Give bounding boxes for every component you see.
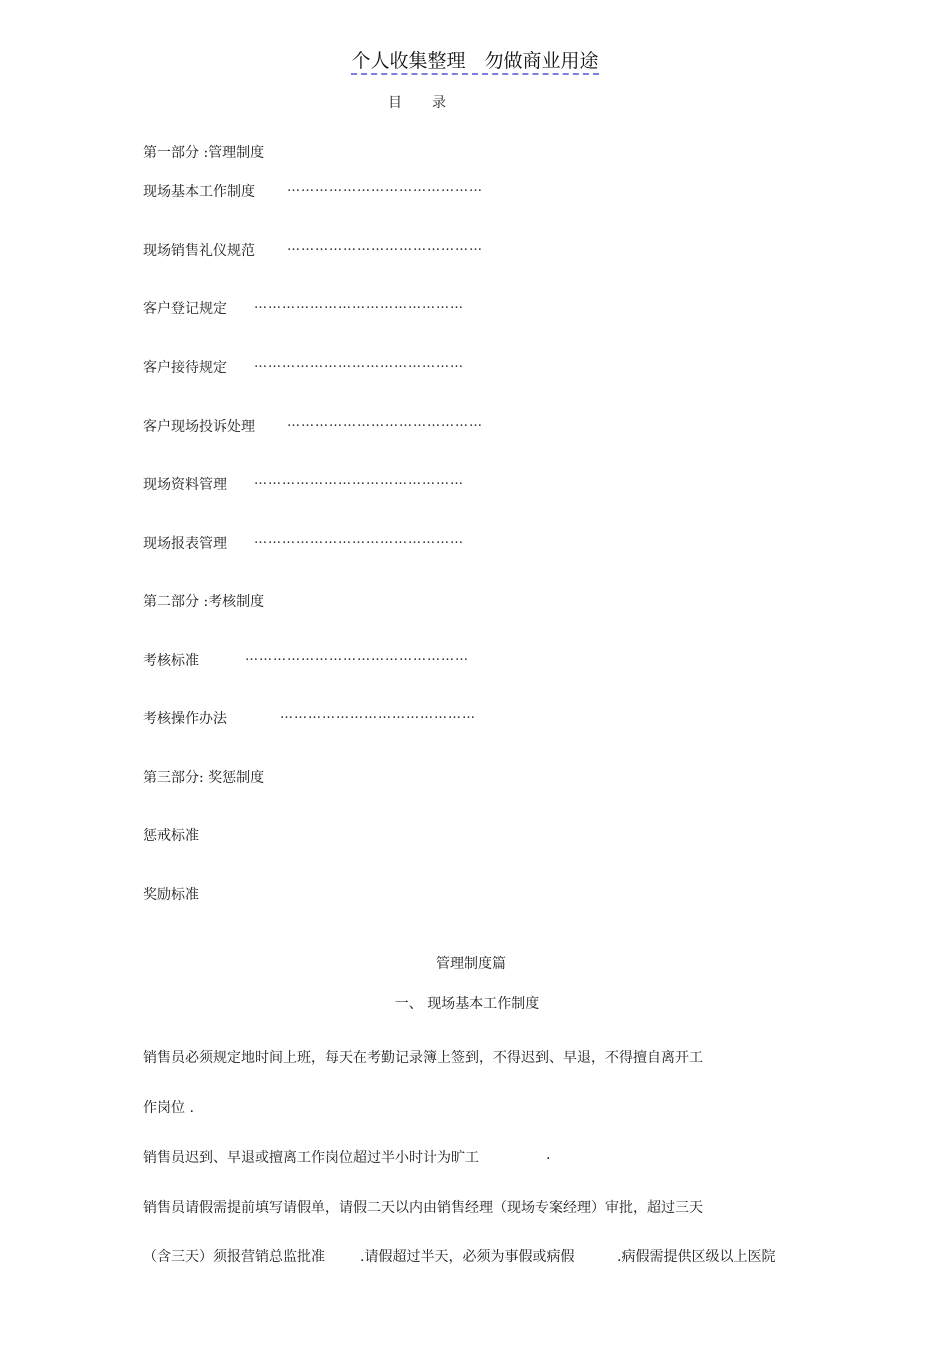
- toc-item[interactable]: [143, 708, 227, 728]
- body-paragraph: 销售员请假需提前填写请假单，请假二天以内由销售经理（现场专案经理）审批，超过三天: [143, 1200, 703, 1216]
- body-paragraph-fragment: .病假需提供区级以上医院: [617, 1249, 776, 1265]
- toc-leader-dots: ……………………………………: [280, 707, 476, 722]
- toc-item-label: 现场报表管理: [143, 536, 227, 552]
- toc-item-label: 惩戒标准: [143, 828, 199, 844]
- body-paragraph: 销售员必须规定地时间上班，每天在考勤记录簿上签到，不得迟到、早退，不得擅自离开工: [143, 1050, 703, 1066]
- toc-leader-dots: ……………………………………: [287, 415, 483, 430]
- body-paragraph-fragment: .: [546, 1147, 551, 1163]
- toc-item-label: 考核操作办法: [143, 711, 227, 727]
- toc-item-label: 客户现场投诉处理: [143, 419, 255, 435]
- toc-item-label: 考核标准: [143, 653, 199, 669]
- toc-item[interactable]: [143, 825, 199, 845]
- document-header: [0, 46, 950, 73]
- toc-item[interactable]: [143, 416, 255, 436]
- toc-item[interactable]: [143, 181, 255, 201]
- toc-item-label: 现场资料管理: [143, 477, 227, 493]
- toc-leader-dots: …………………………………………: [245, 649, 469, 664]
- toc-title: 目录: [388, 95, 476, 111]
- toc-item[interactable]: [143, 298, 227, 318]
- body-paragraph: 销售员迟到、早退或擅离工作岗位超过半小时计为旷工: [143, 1150, 479, 1166]
- body-paragraph: 作岗位 .: [143, 1100, 194, 1116]
- toc-item[interactable]: [143, 533, 227, 553]
- toc-item-label: 客户接待规定: [143, 360, 227, 376]
- toc-leader-dots: ………………………………………: [254, 356, 464, 371]
- section-subtitle: 一、 现场基本工作制度: [394, 996, 540, 1012]
- body-paragraph: （含三天）须报营销总监批准: [143, 1249, 325, 1265]
- toc-item[interactable]: [143, 357, 227, 377]
- body-paragraph-fragment: .请假超过半天，必须为事假或病假: [360, 1249, 575, 1265]
- toc-item[interactable]: [143, 474, 227, 494]
- toc-item-label: 奖励标准: [143, 887, 199, 903]
- toc-item[interactable]: [143, 884, 199, 904]
- toc-leader-dots: ……………………………………: [287, 239, 483, 254]
- toc-item-label: 客户登记规定: [143, 301, 227, 317]
- toc-part2-heading: 第二部分 :考核制度: [143, 594, 265, 610]
- toc-leader-dots: ……………………………………: [287, 180, 483, 195]
- toc-leader-dots: ………………………………………: [254, 473, 464, 488]
- toc-item[interactable]: [143, 240, 255, 260]
- header-text: 个人收集整理 勿做商业用途: [351, 50, 598, 75]
- toc-leader-dots: ………………………………………: [254, 297, 464, 312]
- toc-item[interactable]: [143, 650, 199, 670]
- section-title: 管理制度篇: [436, 956, 506, 972]
- toc-part3-heading: 第三部分: 奖惩制度: [143, 770, 265, 786]
- toc-item-label: 现场基本工作制度: [143, 184, 255, 200]
- toc-part1-heading: 第一部分 :管理制度: [143, 145, 265, 161]
- toc-leader-dots: ………………………………………: [254, 532, 464, 547]
- toc-item-label: 现场销售礼仪规范: [143, 243, 255, 259]
